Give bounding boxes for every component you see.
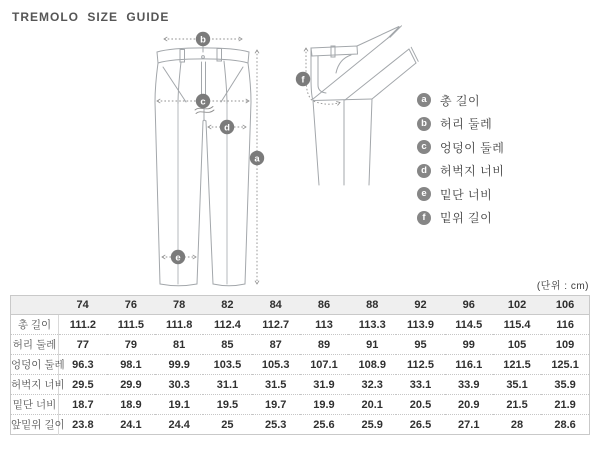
size-value-cell: 114.5 (455, 318, 483, 331)
size-value-cell: 33.1 (396, 375, 444, 395)
legend-marker-e-icon: e (417, 187, 431, 201)
legend-label: 허벅지 너비 (440, 164, 505, 178)
legend-label: 총 길이 (440, 93, 481, 108)
size-value-cell: 112.7 (262, 318, 290, 331)
size-value-cell: 91 (348, 335, 396, 355)
size-value-cell: 25.9 (348, 415, 396, 435)
size-value-cell: 81 (155, 335, 203, 355)
table-row (11, 335, 590, 355)
size-table-body (11, 315, 590, 435)
size-value-cell: 108.9 (348, 355, 396, 375)
size-value-cell: 125.1 (541, 355, 589, 375)
size-value-cell: 111.5 (117, 318, 145, 331)
size-value-cell: 20.5 (396, 395, 444, 415)
svg-text:b: b (200, 34, 206, 46)
size-value-cell: 29.9 (107, 375, 155, 395)
size-value-cell: 25.6 (300, 415, 348, 435)
svg-text:d: d (224, 122, 230, 134)
table-row (11, 395, 590, 415)
unit-note: (단위 : cm) (536, 281, 589, 292)
diagram-marker-a-icon (250, 151, 264, 165)
row-label: 허벅지 너비 (11, 375, 59, 395)
row-label: 앞밑위 길이 (11, 415, 59, 435)
size-value-cell: 79 (107, 335, 155, 355)
size-table (10, 295, 590, 435)
size-value-cell: 28 (493, 415, 541, 435)
size-value-cell: 25 (203, 415, 251, 435)
size-col-header-82: 82 (203, 296, 251, 315)
side-pants-drawing (311, 26, 418, 185)
size-value-cell: 18.9 (107, 395, 155, 415)
size-value-cell: 112.5 (396, 355, 444, 375)
legend-marker-d-icon: d (417, 164, 431, 178)
svg-text:e: e (175, 252, 181, 264)
size-value-cell: 116 (556, 318, 574, 331)
size-value-cell: 19.9 (300, 395, 348, 415)
size-value-cell: 31.1 (203, 375, 251, 395)
size-value-cell: 103.5 (203, 355, 251, 375)
size-value-cell: 26.5 (396, 415, 444, 435)
svg-text:f: f (301, 74, 305, 86)
diagram-marker-e-icon (171, 250, 185, 264)
size-value-cell: 121.5 (493, 355, 541, 375)
legend (417, 93, 504, 225)
size-value-cell: 113.3 (358, 318, 386, 331)
size-value-cell: 32.3 (348, 375, 396, 395)
size-value-cell: 107.1 (300, 355, 348, 375)
size-col-header-76: 76 (107, 296, 155, 315)
legend-marker-b-icon: b (417, 117, 431, 131)
size-value-cell: 23.8 (59, 415, 107, 435)
size-value-cell: 111.2 (69, 318, 97, 331)
size-value-cell: 24.1 (107, 415, 155, 435)
size-value-cell: 85 (203, 335, 251, 355)
size-col-header-78: 78 (155, 296, 203, 315)
size-value-cell: 98.1 (107, 355, 155, 375)
size-value-cell: 28.6 (541, 415, 589, 435)
svg-text:a: a (254, 153, 260, 165)
legend-marker-f-icon: f (417, 211, 431, 225)
size-value-cell: 20.9 (445, 395, 493, 415)
table-row (11, 415, 590, 435)
size-value-cell: 99 (445, 335, 493, 355)
row-label: 허리 둘레 (11, 335, 59, 355)
belt-loop-left (180, 50, 185, 63)
size-value-cell: 18.7 (59, 395, 107, 415)
size-value-cell: 24.4 (155, 415, 203, 435)
size-col-header-86: 86 (300, 296, 348, 315)
size-value-cell: 21.5 (493, 395, 541, 415)
pants-measurement-diagram (0, 0, 440, 295)
row-label: 밑단 너비 (11, 395, 59, 415)
size-col-header-92: 92 (396, 296, 444, 315)
size-value-cell: 111.8 (166, 318, 193, 331)
legend-label: 밑위 길이 (440, 211, 493, 225)
diagram-marker-d-icon (220, 120, 234, 134)
leg-cuff-upper (388, 26, 402, 39)
legend-item-e (417, 187, 504, 201)
size-value-cell: 33.9 (445, 375, 493, 395)
size-value-cell: 35.9 (541, 375, 589, 395)
size-value-cell: 20.1 (348, 395, 396, 415)
size-value-cell: 77 (59, 335, 107, 355)
size-table-header-row (11, 296, 590, 315)
size-value-cell: 27.1 (445, 415, 493, 435)
diagram-marker-c-icon (196, 94, 210, 108)
size-col-header-88: 88 (348, 296, 396, 315)
svg-text:c: c (200, 96, 206, 108)
size-value-cell: 105.3 (252, 355, 300, 375)
size-value-cell: 31.5 (252, 375, 300, 395)
size-value-cell: 19.5 (203, 395, 251, 415)
size-col-header-106: 106 (541, 296, 589, 315)
size-value-cell: 29.5 (59, 375, 107, 395)
table-row (11, 355, 590, 375)
size-value-cell: 109 (541, 335, 589, 355)
table-row (11, 375, 590, 395)
size-col-header-84: 84 (252, 296, 300, 315)
corner-cell (11, 296, 59, 315)
size-value-cell: 87 (252, 335, 300, 355)
size-value-cell: 105 (493, 335, 541, 355)
size-value-cell: 35.1 (493, 375, 541, 395)
size-value-cell: 19.7 (252, 395, 300, 415)
diagram-marker-f-icon (296, 72, 310, 86)
size-value-cell: 96.3 (59, 355, 107, 375)
row-label: 총 길이 (11, 315, 59, 335)
size-col-header-96: 96 (445, 296, 493, 315)
row-label: 엉덩이 둘레 (11, 355, 59, 375)
legend-item-b (417, 117, 504, 131)
legend-marker-a-icon: a (417, 93, 431, 107)
legend-label: 엉덩이 둘레 (440, 140, 505, 155)
legend-item-f (417, 211, 504, 225)
size-col-header-102: 102 (493, 296, 541, 315)
front-pants-drawing (155, 46, 251, 286)
legend-marker-c-icon: c (417, 140, 431, 154)
waist-button (202, 56, 205, 59)
size-value-cell: 30.3 (155, 375, 203, 395)
size-col-header-74: 74 (59, 296, 107, 315)
size-value-cell: 116.1 (445, 355, 493, 375)
size-value-cell: 112.4 (213, 318, 241, 331)
measure-lines (157, 39, 340, 284)
size-value-cell: 21.9 (541, 395, 589, 415)
size-value-cell: 115.4 (503, 318, 531, 331)
leg-cuff-lower (409, 47, 418, 63)
legend-label: 허리 둘레 (440, 117, 493, 131)
size-value-cell: 99.9 (155, 355, 203, 375)
size-value-cell: 113 (315, 318, 333, 331)
legend-label: 밑단 너비 (440, 187, 493, 202)
legend-item-d (417, 164, 504, 178)
table-row (11, 315, 590, 335)
size-value-cell: 89 (300, 335, 348, 355)
size-value-cell: 19.1 (155, 395, 203, 415)
legend-item-a (417, 93, 504, 107)
size-value-cell: 31.9 (300, 375, 348, 395)
size-value-cell: 95 (396, 335, 444, 355)
size-value-cell: 25.3 (252, 415, 300, 435)
diagram-marker-b-icon (196, 32, 210, 46)
legend-item-c (417, 140, 504, 154)
size-value-cell: 113.9 (407, 318, 434, 331)
page-title: TREMOLO SIZE GUIDE (12, 10, 170, 24)
